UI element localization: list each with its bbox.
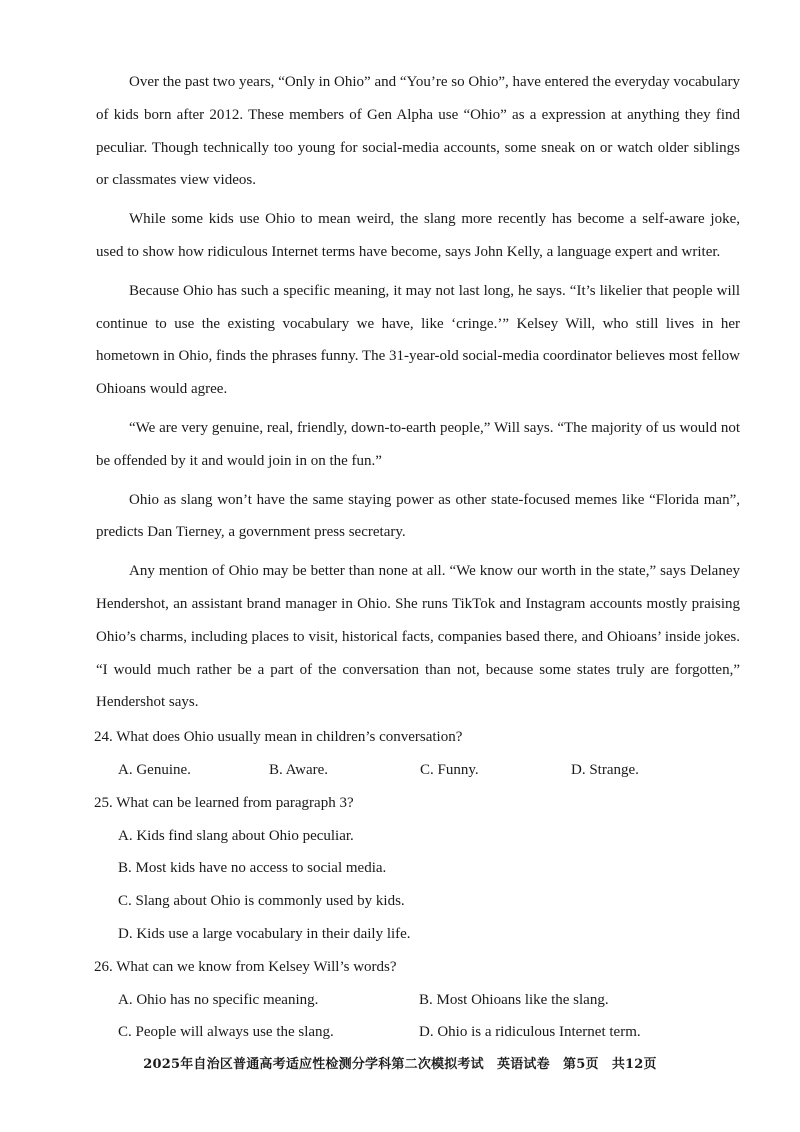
reading-passage [96, 66, 740, 719]
question-stem: 24. What does Ohio usually mean in children’s conversation? [94, 729, 463, 746]
option-group [96, 754, 740, 787]
question-25 [96, 787, 740, 951]
question-26 [96, 951, 740, 1049]
passage-paragraph-1: Over the past two years, “Only in Ohio” and “You’re so Ohio”, have entered the everyday vocabulary of kids born after 2012. These members of Gen Alpha use “Ohio” as a expression at anything they find peculiar. Though technically too young for social-media accounts, some sneak on or watch older siblings or classmates view videos. [96, 74, 740, 189]
option-b[interactable]: B. Most kids have no access to social media. [118, 860, 387, 877]
passage-paragraph-3: Because Ohio has such a specific meaning, it may not last long, he says. “It’s likelier that people will continue to use the existing vocabulary we have, like ‘cringe.’” Kelsey Will, who still lives in her hometown in Ohio, finds the phrases funny. The 31-year-old social-media coordinator believes most fellow Ohioans would agree. [96, 282, 740, 398]
option-a[interactable]: A. Ohio has no specific meaning. [118, 991, 319, 1008]
option-c[interactable]: C. Slang about Ohio is commonly used by kids. [118, 893, 405, 910]
option-c[interactable]: C. People will always use the slang. [118, 1024, 334, 1041]
option-b[interactable]: B. Most Ohioans like the slang. [419, 991, 609, 1008]
option-c[interactable]: C. Funny. [420, 761, 479, 778]
option-a[interactable]: A. Kids find slang about Ohio peculiar. [118, 827, 354, 844]
passage-paragraph-2: While some kids use Ohio to mean weird, the slang more recently has become a self-aware joke, used to show how ridiculous Internet terms have become, says John Kelly, a language expert and writer. [96, 211, 740, 260]
page-footer: 2025年自治区普通高考适应性检测分学科第二次模拟考试 英语试卷 第5页 共12页 [143, 1057, 657, 1072]
option-d[interactable]: D. Strange. [571, 761, 639, 778]
question-24 [96, 721, 740, 787]
passage-paragraph-5: Ohio as slang won’t have the same staying power as other state-focused memes like “Florida man”, predicts Dan Tierney, a government press secretary. [96, 491, 740, 541]
option-a[interactable]: A. Genuine. [118, 761, 191, 778]
question-list [96, 721, 740, 1049]
passage-paragraph-6: Any mention of Ohio may be better than none at all. “We know our worth in the state,” says Delaney Hendershot, an assistant brand manager in Ohio. She runs TikTok and Instagram accounts mostly praising Ohio’s charms, including places to visit, historical facts, companies based there, and Ohioans’ inside jokes. “I would much rather be a part of the conversation than not, because some states truly are forgotten,” Hendershot says. [96, 563, 740, 711]
option-group [96, 820, 740, 951]
option-d[interactable]: D. Ohio is a ridiculous Internet term. [419, 1024, 641, 1041]
option-d[interactable]: D. Kids use a large vocabulary in their daily life. [118, 925, 411, 942]
question-stem: 26. What can we know from Kelsey Will’s words? [94, 958, 397, 975]
option-b[interactable]: B. Aware. [269, 761, 329, 778]
question-stem: 25. What can be learned from paragraph 3? [94, 794, 354, 811]
passage-paragraph-4: “We are very genuine, real, friendly, down-to-earth people,” Will says. “The majority of us would not be offended by it and would join in on the fun.” [96, 419, 740, 469]
option-group [96, 984, 740, 1050]
